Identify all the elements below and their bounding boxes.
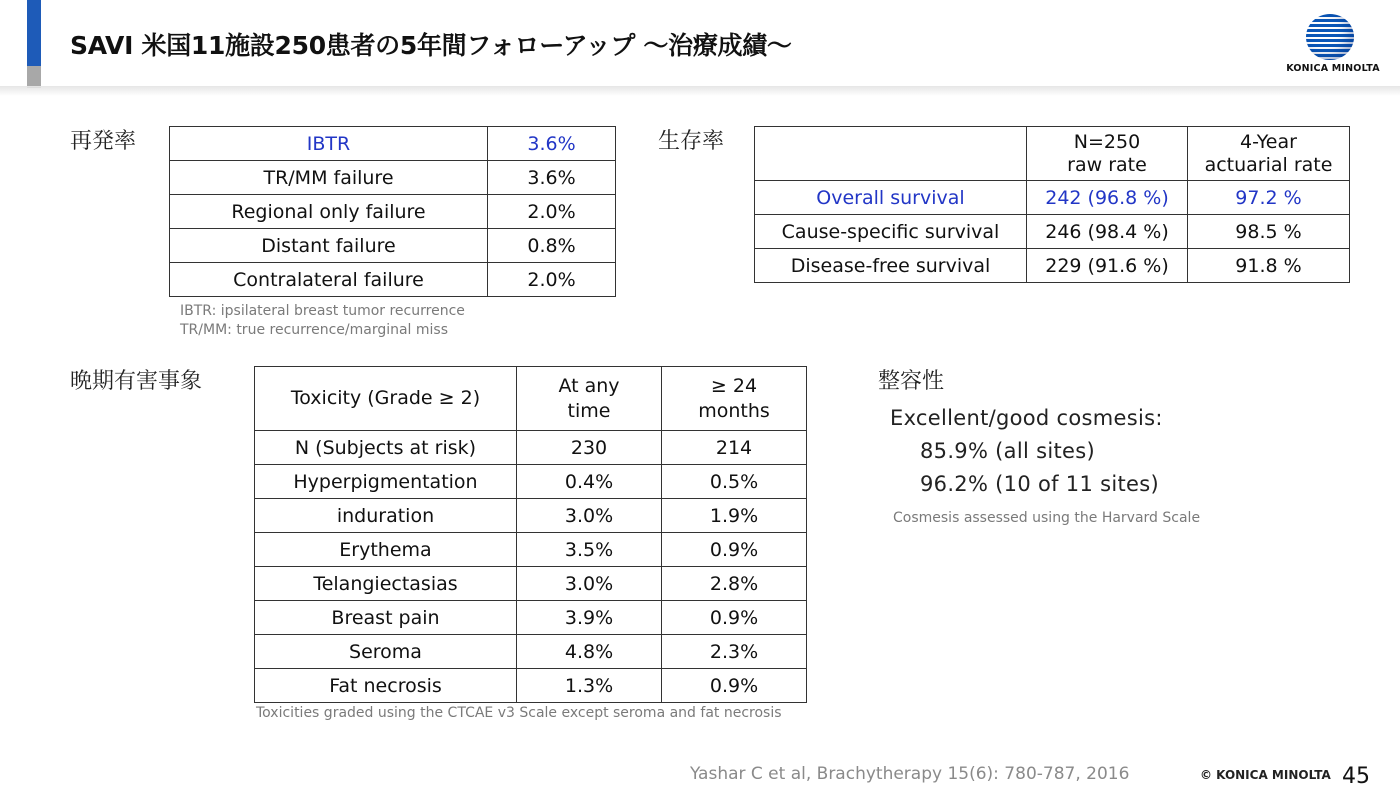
table-row — [255, 601, 807, 635]
table-cell: 1.3% — [517, 669, 662, 703]
recurrence-label: 再発率 — [70, 129, 137, 154]
table-cell: 214 — [662, 431, 807, 465]
cosmesis-line: Excellent/good cosmesis: — [890, 406, 1163, 430]
table-cell: 2.3% — [662, 635, 807, 669]
table-cell: Overall survival — [755, 181, 1027, 215]
table-cell: 98.5 % — [1188, 215, 1350, 249]
cosmesis-line: 96.2% (10 of 11 sites) — [920, 472, 1159, 496]
table-cell: Hyperpigmentation — [255, 465, 517, 499]
table-row — [755, 215, 1350, 249]
table-cell: 229 (91.6 %) — [1027, 249, 1188, 283]
survival-table — [754, 126, 1350, 283]
table-cell: Erythema — [255, 533, 517, 567]
accent-bar-blue — [27, 0, 41, 66]
table-cell: 4.8% — [517, 635, 662, 669]
table-row — [170, 195, 616, 229]
table-cell: 0.8% — [488, 229, 616, 263]
table-row — [255, 499, 807, 533]
header-line: ≥ 24 — [710, 374, 758, 397]
table-row — [255, 635, 807, 669]
table-cell: 3.6% — [488, 161, 616, 195]
table-cell: 242 (96.8 %) — [1027, 181, 1188, 215]
table-header-cell — [662, 367, 807, 431]
table-cell: 3.6% — [488, 127, 616, 161]
table-cell: Contralateral failure — [170, 263, 488, 297]
cosmesis-note: Cosmesis assessed using the Harvard Scale — [893, 510, 1201, 526]
table-cell: 91.8 % — [1188, 249, 1350, 283]
cosmesis-label: 整容性 — [878, 369, 945, 394]
table-header-cell: Toxicity (Grade ≥ 2) — [255, 367, 517, 431]
table-cell: 2.8% — [662, 567, 807, 601]
table-cell: 2.0% — [488, 195, 616, 229]
slide-title: SAVI 米国11施設250患者の5年間フォローアップ ～治療成績～ — [70, 31, 792, 60]
table-row — [170, 161, 616, 195]
table-row — [255, 669, 807, 703]
table-cell: 3.9% — [517, 601, 662, 635]
copyright: © KONICA MINOLTA — [1200, 768, 1331, 782]
slide-header — [0, 0, 1400, 88]
header-line: At any — [558, 374, 620, 397]
survival-label: 生存率 — [658, 129, 725, 154]
table-cell: Disease-free survival — [755, 249, 1027, 283]
table-row — [170, 127, 616, 161]
logo-text: KONICA MINOLTA — [1286, 63, 1380, 74]
toxicity-note: Toxicities graded using the CTCAE v3 Scale except seroma and fat necrosis — [256, 705, 782, 721]
note-line: IBTR: ipsilateral breast tumor recurrence — [180, 303, 465, 319]
table-cell: Regional only failure — [170, 195, 488, 229]
header-line: actuarial rate — [1204, 153, 1333, 176]
note-line: TR/MM: true recurrence/marginal miss — [180, 322, 449, 338]
table-header-cell — [755, 127, 1027, 181]
table-row — [755, 181, 1350, 215]
accent-bar-gray — [27, 66, 41, 88]
header-line: raw rate — [1067, 153, 1147, 176]
table-row — [255, 533, 807, 567]
table-cell: 97.2 % — [1188, 181, 1350, 215]
table-header-row — [255, 367, 807, 431]
page-number: 45 — [1342, 764, 1370, 789]
table-row — [255, 567, 807, 601]
header-line: 4-Year — [1240, 130, 1297, 153]
table-row — [755, 249, 1350, 283]
table-cell: 0.5% — [662, 465, 807, 499]
table-row — [170, 263, 616, 297]
table-cell: IBTR — [170, 127, 488, 161]
table-row — [170, 229, 616, 263]
header-shadow — [0, 86, 1400, 96]
toxicity-table — [254, 366, 807, 703]
table-cell: Distant failure — [170, 229, 488, 263]
table-cell: 2.0% — [488, 263, 616, 297]
table-cell: Telangiectasias — [255, 567, 517, 601]
table-cell: Seroma — [255, 635, 517, 669]
globe-logo-icon — [1306, 14, 1354, 60]
table-cell: 0.9% — [662, 533, 807, 567]
table-header-cell — [1188, 127, 1350, 181]
table-cell: Cause-specific survival — [755, 215, 1027, 249]
table-cell: 0.4% — [517, 465, 662, 499]
table-cell: N (Subjects at risk) — [255, 431, 517, 465]
table-cell: Fat necrosis — [255, 669, 517, 703]
table-cell: 1.9% — [662, 499, 807, 533]
table-cell: 246 (98.4 %) — [1027, 215, 1188, 249]
table-cell: TR/MM failure — [170, 161, 488, 195]
table-cell: 3.0% — [517, 567, 662, 601]
citation: Yashar C et al, Brachytherapy 15(6): 780-787, 2016 — [690, 764, 1130, 784]
header-line: time — [567, 399, 611, 422]
table-cell: 0.9% — [662, 669, 807, 703]
table-header-row — [755, 127, 1350, 181]
table-cell: 230 — [517, 431, 662, 465]
table-cell: 3.0% — [517, 499, 662, 533]
header-line: months — [698, 399, 770, 422]
table-header-cell — [517, 367, 662, 431]
cosmesis-line: 85.9% (all sites) — [920, 439, 1095, 463]
recurrence-note — [180, 302, 465, 340]
table-cell: Breast pain — [255, 601, 517, 635]
table-row — [255, 431, 807, 465]
recurrence-table — [169, 126, 616, 297]
table-cell: 0.9% — [662, 601, 807, 635]
table-row — [255, 465, 807, 499]
header-line: N=250 — [1073, 130, 1141, 153]
table-header-cell — [1027, 127, 1188, 181]
toxicity-label: 晩期有害事象 — [70, 369, 203, 394]
table-cell: induration — [255, 499, 517, 533]
konica-minolta-logo — [1278, 14, 1388, 76]
table-cell: 3.5% — [517, 533, 662, 567]
